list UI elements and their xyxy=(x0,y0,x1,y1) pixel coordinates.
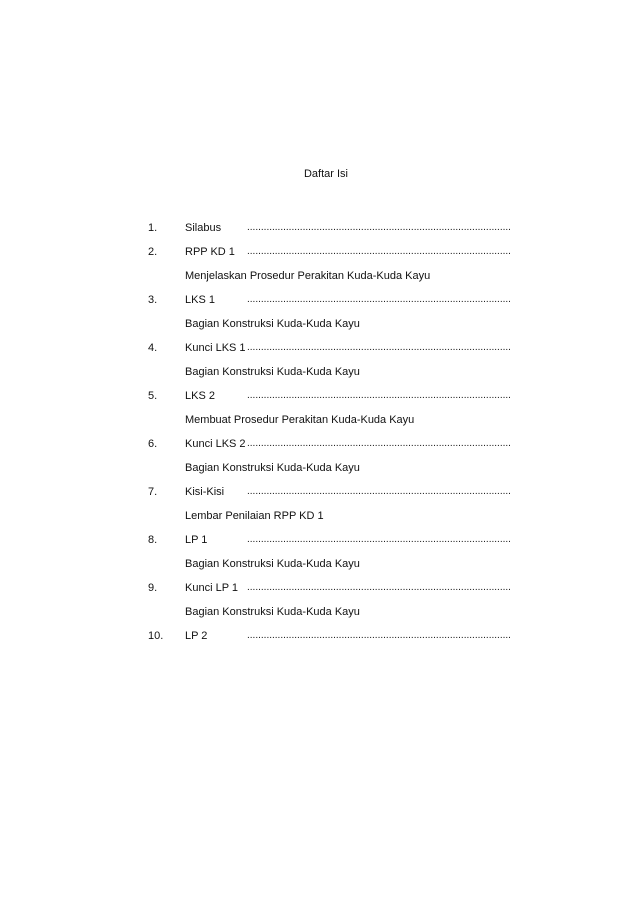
entry-subtitle: Lembar Penilaian RPP KD 1 xyxy=(185,510,324,522)
dot-leader: ............................................................................................... xyxy=(247,630,511,641)
entry-subtitle: Bagian Konstruksi Kuda-Kuda Kayu xyxy=(185,318,360,330)
dot-leader: ............................................................................................... xyxy=(247,222,511,233)
toc-entry-subtitle-row xyxy=(148,460,480,484)
entry-number: 6. xyxy=(148,438,158,450)
toc-entry-subtitle-row xyxy=(148,412,480,436)
entry-number: 5. xyxy=(148,390,158,402)
toc-entry xyxy=(148,292,511,316)
entry-label: Kisi-Kisi xyxy=(185,486,225,498)
entry-label: LP 2 xyxy=(185,630,208,642)
entry-label: RPP KD 1 xyxy=(185,246,235,258)
dot-leader: ............................................................................................... xyxy=(247,294,511,305)
entry-number: 3. xyxy=(148,294,158,306)
entry-label: LKS 1 xyxy=(185,294,215,306)
entry-number: 7. xyxy=(148,486,158,498)
toc-entry xyxy=(148,436,511,460)
entry-number: 1. xyxy=(148,222,158,234)
entry-subtitle: Bagian Konstruksi Kuda-Kuda Kayu xyxy=(185,366,360,378)
entry-label: LP 1 xyxy=(185,534,208,546)
entry-number: 4. xyxy=(148,342,158,354)
toc-entry-subtitle-row xyxy=(148,556,480,580)
table-of-contents xyxy=(148,220,511,652)
entry-label: Silabus xyxy=(185,222,222,234)
page-title: Daftar Isi xyxy=(303,168,348,180)
toc-entry-subtitle-row xyxy=(148,364,480,388)
entry-label: Kunci LKS 1 xyxy=(185,342,246,354)
dot-leader: ............................................................................................... xyxy=(247,390,511,401)
toc-entry-subtitle-row xyxy=(148,508,480,532)
toc-entry-subtitle-row xyxy=(148,604,480,628)
toc-entry xyxy=(148,628,511,652)
toc-entry xyxy=(148,388,511,412)
entry-subtitle: Membuat Prosedur Perakitan Kuda-Kuda Kayu xyxy=(185,414,415,426)
dot-leader: ............................................................................................... xyxy=(247,438,511,449)
entry-label: LKS 2 xyxy=(185,390,215,402)
entry-label: Kunci LP 1 xyxy=(185,582,239,594)
entry-subtitle: Bagian Konstruksi Kuda-Kuda Kayu xyxy=(185,606,360,618)
dot-leader: ............................................................................................... xyxy=(247,582,511,593)
entry-subtitle: Bagian Konstruksi Kuda-Kuda Kayu xyxy=(185,462,360,474)
toc-entry xyxy=(148,340,511,364)
toc-entry-subtitle-row xyxy=(148,316,480,340)
entry-number: 10. xyxy=(148,630,164,642)
toc-entry xyxy=(148,220,511,244)
entry-label: Kunci LKS 2 xyxy=(185,438,246,450)
entry-subtitle: Menjelaskan Prosedur Perakitan Kuda-Kuda Kayu xyxy=(185,270,431,282)
entry-number: 8. xyxy=(148,534,158,546)
entry-subtitle: Bagian Konstruksi Kuda-Kuda Kayu xyxy=(185,558,360,570)
toc-entry xyxy=(148,484,511,508)
dot-leader: ............................................................................................... xyxy=(247,486,511,497)
dot-leader: ............................................................................................... xyxy=(247,534,511,545)
dot-leader: ............................................................................................... xyxy=(247,342,511,353)
toc-entry xyxy=(148,244,511,268)
toc-entry-subtitle-row xyxy=(148,268,480,292)
toc-entry xyxy=(148,580,511,604)
toc-entry xyxy=(148,532,511,556)
entry-number: 9. xyxy=(148,582,158,594)
dot-leader: ............................................................................................... xyxy=(247,246,511,257)
entry-number: 2. xyxy=(148,246,158,258)
